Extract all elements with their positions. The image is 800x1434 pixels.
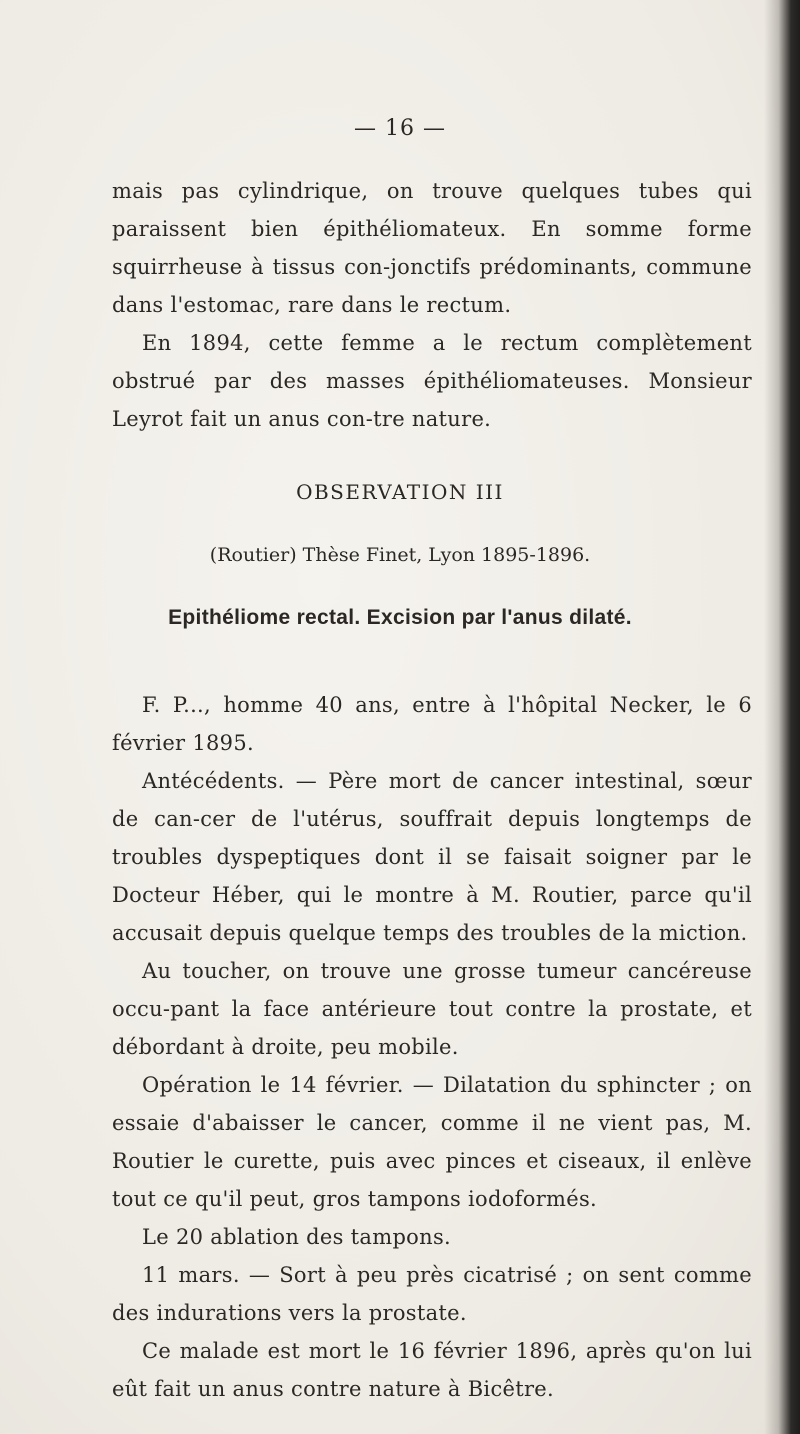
paragraph-1894: En 1894, cette femme a le rectum complètement obstrué par des masses épithéliomateuses. Monsieur Leyrot fait un anus con-tre nature. [112,331,752,431]
case-text-block [112,686,752,1408]
paragraph-operation: Opération le 14 février. — Dilatation du sphincter ; on essaie d'abaisser le cancer, comme il ne vient pas, M. Routier le curette, puis avec pinces et ciseaux, il enlève tout ce qu'il peut, gros tampons iodoformés. [112,1073,752,1211]
paragraph-toucher: Au toucher, on trouve une grosse tumeur cancéreuse occu-pant la face antérieure tout contre la prostate, et débordant à droite, peu mobile. [112,959,752,1059]
page-edge-shadow [764,0,800,1434]
observation-heading: OBSERVATION III [296,480,504,504]
paragraph-patient: F. P..., homme 40 ans, entre à l'hôpital Necker, le 6 février 1895. [112,693,752,755]
source-reference: (Routier) Thèse Finet, Lyon 1895-1896. [209,544,591,566]
paragraph-continuation: mais pas cylindrique, on trouve quelques tubes qui paraissent bien épithéliomateux. En somme forme squirrheuse à tissus con-jonctifs prédominants, commune dans l'estomac, rare dans le rectum. [112,179,752,317]
paragraph-antecedents: Antécédents. — Père mort de cancer intestinal, sœur de can-cer de l'utérus, souffrait depuis longtemps de troubles dyspeptiques dont il se faisait soigner par le Docteur Héber, qui le montre à M. Routier, parce qu'il accusait depuis quelque temps des troubles de la miction. [112,769,752,945]
paragraph-outcome: Ce malade est mort le 16 février 1896, après qu'on lui eût fait un anus contre nature à Bicêtre. [112,1339,752,1401]
paragraph-ablation: Le 20 ablation des tampons. [142,1225,452,1249]
page-number: — 16 — [354,116,446,141]
paragraph-mars: 11 mars. — Sort à peu près cicatrisé ; on sent comme des indurations vers la prostate. [112,1263,752,1325]
top-text-block [112,172,752,438]
case-title: Epithéliome rectal. Excision par l'anus dilaté. [168,606,632,629]
